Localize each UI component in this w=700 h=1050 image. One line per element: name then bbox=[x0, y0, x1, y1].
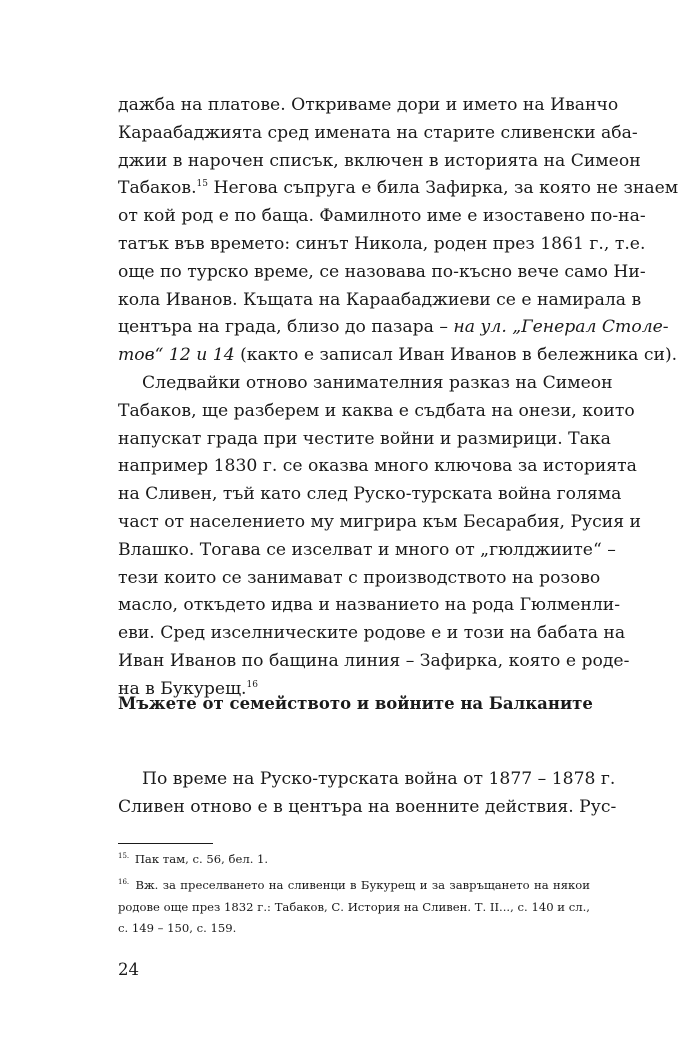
footnote-divider bbox=[118, 843, 213, 844]
text-line: още по турско време, се назовава по-късно вече само Ни- bbox=[118, 261, 646, 282]
text-line: на Сливен, тъй като след Руско-турската война голяма bbox=[118, 484, 622, 505]
text-line: част от населението му мигрира към Бесарабия, Русия и bbox=[118, 511, 641, 532]
text-line bbox=[118, 342, 678, 370]
footnote-number: 16. bbox=[118, 878, 130, 886]
text-line: Сливен отново е в центъра на военните действия. Рус- bbox=[118, 796, 617, 817]
text-line: напускат града при честите войни и размирици. Така bbox=[118, 428, 611, 449]
text-line: джии в нарочен списък, включен в историята на Симеон bbox=[118, 150, 641, 171]
text-line: от кой род е по баща. Фамилното име е изоставено по-на- bbox=[118, 206, 646, 227]
page-number: 24 bbox=[118, 960, 139, 979]
text-fragment: Табаков. bbox=[118, 178, 197, 199]
text-line: Иван Иванов по бащина линия – Зафирка, която е роде- bbox=[118, 650, 630, 671]
text-line: масло, откъдето идва и названието на рода Гюлменли- bbox=[118, 595, 621, 616]
italic-address: на ул. „Генерал Столе- bbox=[453, 317, 669, 338]
text-line: Табаков, ще разберем и каква е съдбата на онези, които bbox=[118, 400, 635, 421]
footnote-15 bbox=[118, 849, 590, 871]
text-line: тези които се занимават с производството на розово bbox=[118, 567, 601, 588]
text-line: например 1830 г. се оказва много ключова за историята bbox=[118, 456, 637, 477]
italic-address: тов“ 12 и 14 bbox=[118, 345, 235, 366]
text-line: Влашко. Тогава се изселват и много от „гюлджиите“ – bbox=[118, 539, 616, 560]
footnote-line bbox=[118, 875, 590, 897]
body-text bbox=[118, 92, 679, 704]
text-line: Следвайки отново занимателния разказ на Симеон bbox=[142, 372, 613, 393]
footnote-line bbox=[118, 849, 590, 871]
section-heading: Мъжете от семейството и войните на Балканите bbox=[118, 694, 593, 713]
text-fragment: (както е записал Иван Иванов в бележника си). bbox=[234, 345, 678, 366]
text-line: татък във времето: синът Никола, роден през 1861 г., т.е. bbox=[118, 233, 646, 254]
footnote-16 bbox=[118, 875, 590, 940]
text-line: кола Иванов. Къщата на Караабаджиеви се е намирала в bbox=[118, 289, 642, 310]
text-fragment: на в Букурещ. bbox=[118, 678, 247, 699]
text-line bbox=[118, 314, 669, 342]
text-line: По време на Руско-турската война от 1877 – 1878 г. bbox=[142, 769, 616, 789]
footnote-text: Вж. за преселването на сливенци в Букурещ и за завръщането на някои bbox=[131, 878, 590, 892]
footnote-line: родове още през 1832 г.: Табаков, С. История на Сливен. Т. II..., с. 140 и сл., bbox=[118, 899, 590, 914]
text-fragment: центъра на града, близо до пазара – bbox=[118, 317, 454, 338]
text-line: дажба на платове. Откриваме дори и името на Иванчо bbox=[118, 95, 619, 115]
text-fragment: Негова съпруга е била Зафирка, за която не знаем bbox=[208, 178, 679, 199]
body-text-continued bbox=[118, 766, 617, 822]
footnote-ref-15[interactable]: 15 bbox=[196, 179, 208, 190]
text-line: Караабаджията сред имената на старите сливенски аба- bbox=[118, 122, 638, 143]
footnote-ref-16[interactable]: 16 bbox=[246, 679, 258, 690]
footnote-number: 15. bbox=[118, 852, 130, 860]
footnote-text: Пак там, с. 56, бел. 1. bbox=[131, 852, 269, 866]
footnote-line: с. 149 – 150, с. 159. bbox=[118, 921, 237, 935]
text-line bbox=[118, 175, 679, 203]
text-line: еви. Сред изселническите родове е и този на бабата на bbox=[118, 623, 626, 644]
